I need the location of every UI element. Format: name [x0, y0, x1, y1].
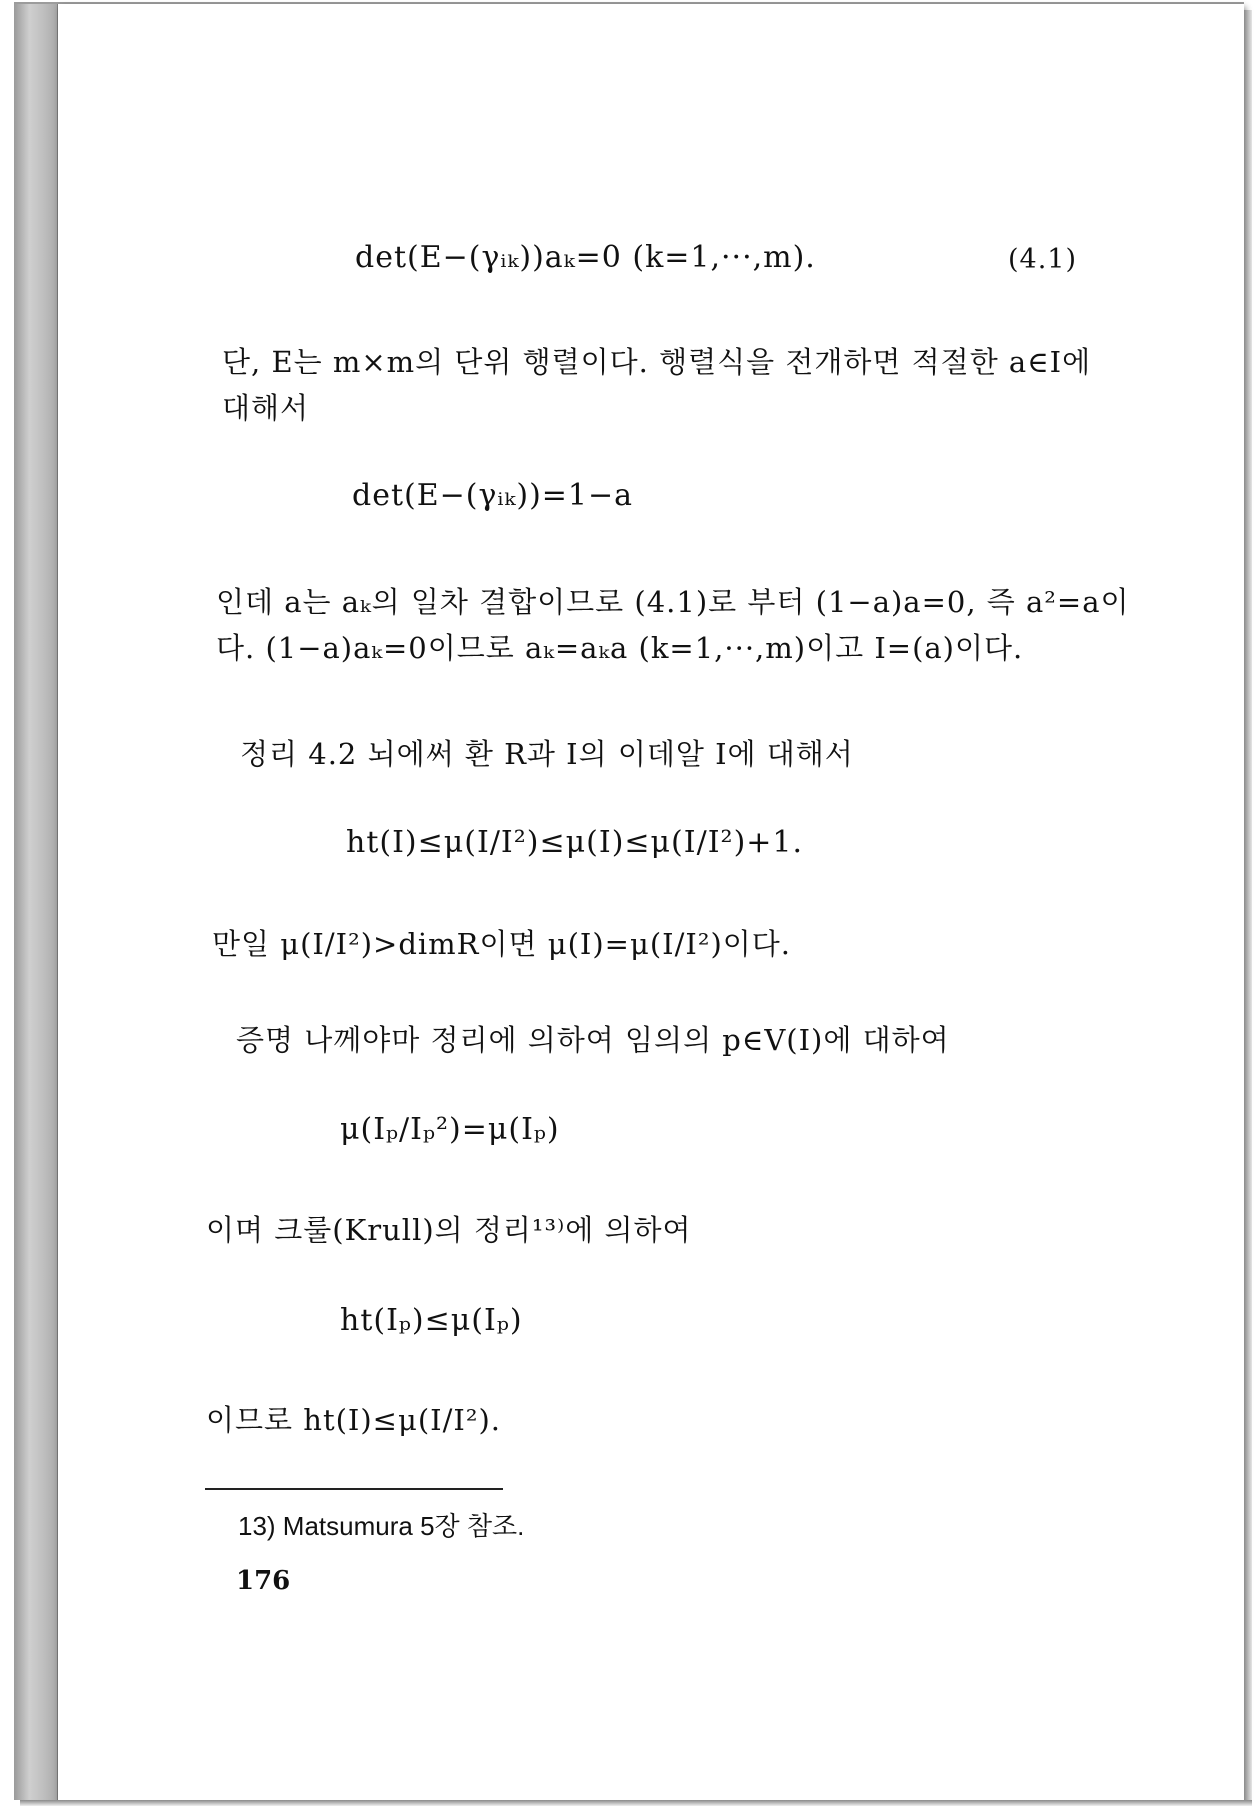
- proof-heading: 증명 나께야마 정리에 의하여 임의의 p∈V(I)에 대하여: [236, 1023, 950, 1057]
- equation-det: det(E−(γᵢₖ))=1−a: [352, 478, 634, 513]
- page-number: 176: [236, 1566, 291, 1596]
- equation-4-1: det(E−(γᵢₖ))aₖ=0 (k=1,···,m).: [355, 240, 816, 275]
- paragraph-2-line-2: 다. (1−a)aₖ=0이므로 aₖ=aₖa (k=1,···,m)이고 I=(a)이다.: [216, 631, 1024, 665]
- footnote-13: 13) Matsumura 5장 참조.: [238, 1511, 525, 1541]
- paragraph-5: 이므로 ht(I)≤μ(I/I²).: [206, 1403, 501, 1437]
- equation-local-mu: μ(Iₚ/Iₚ²)=μ(Iₚ): [340, 1112, 560, 1147]
- paragraph-4: 이며 크룰(Krull)의 정리¹³⁾에 의하여: [206, 1213, 692, 1247]
- equation-number-4-1: (4.1): [1008, 244, 1078, 275]
- equation-height-inequality: ht(I)≤μ(I/I²)≤μ(I)≤μ(I/I²)+1.: [346, 825, 804, 860]
- paragraph-1-line-2: 대해서: [222, 391, 310, 425]
- paragraph-3: 만일 μ(I/I²)>dimR이면 μ(I)=μ(I/I²)이다.: [212, 927, 792, 961]
- equation-local-height: ht(Iₚ)≤μ(Iₚ): [340, 1303, 523, 1338]
- paragraph-1-line-1: 단, E는 m×m의 단위 행렬이다. 행렬식을 전개하면 적절한 a∈I에: [222, 345, 1092, 379]
- page-shadow-bottom: [20, 1800, 1252, 1806]
- paragraph-2-line-1: 인데 a는 aₖ의 일차 결합이므로 (4.1)로 부터 (1−a)a=0, 즉 a²=a이: [216, 585, 1130, 619]
- book-spine: [14, 4, 58, 1800]
- theorem-4-2-heading: 정리 4.2 뇌에써 환 R과 I의 이데알 I에 대해서: [240, 737, 854, 771]
- page-shadow-right: [1244, 10, 1252, 1804]
- footnote-rule: [205, 1488, 503, 1490]
